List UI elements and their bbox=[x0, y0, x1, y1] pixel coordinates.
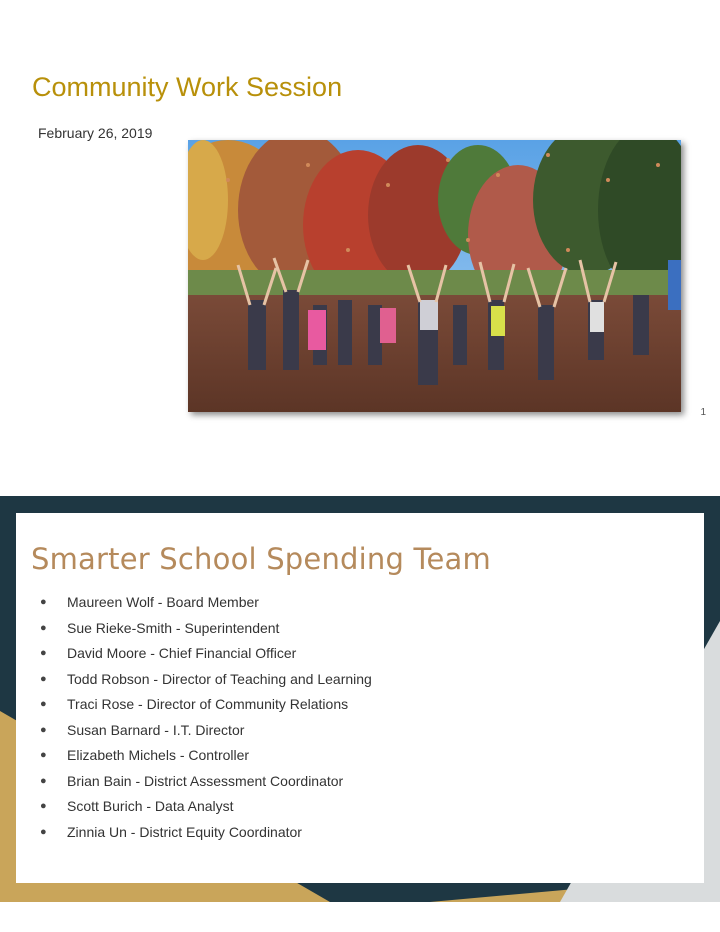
bullet-icon: ● bbox=[40, 596, 47, 608]
bullet-icon: ● bbox=[40, 774, 47, 787]
list-item: ● Elizabeth Michels - Controller bbox=[40, 747, 250, 763]
slide-title: Community Work Session bbox=[32, 72, 343, 102]
list-item: ● Sue Rieke-Smith - Superintendent bbox=[40, 619, 280, 636]
list-item: ● Susan Barnard - I.T. Director bbox=[40, 721, 245, 738]
team-title: Smarter School Spending Team bbox=[31, 542, 491, 576]
children-throwing-leaves-photo bbox=[188, 140, 681, 412]
bullet-icon: ● bbox=[40, 698, 47, 710]
bullet-icon: ● bbox=[40, 800, 47, 812]
bullet-icon: ● bbox=[40, 647, 47, 659]
list-item: ● Scott Burich - Data Analyst bbox=[40, 798, 234, 814]
bullet-icon: ● bbox=[40, 672, 47, 685]
team-member-list bbox=[40, 593, 372, 848]
slide-date: February 26, 2019 bbox=[38, 125, 153, 141]
bullet-icon: ● bbox=[40, 723, 47, 736]
bullet-icon: ● bbox=[40, 621, 47, 634]
slide-1 bbox=[0, 0, 720, 440]
page-number: 1 bbox=[700, 407, 706, 418]
list-item: ● Zinnia Un - District Equity Coordinator bbox=[40, 823, 302, 840]
bullet-icon: ● bbox=[40, 825, 47, 838]
list-item: ● Todd Robson - Director of Teaching and Learning bbox=[40, 670, 372, 687]
list-item: ● Traci Rose - Director of Community Relations bbox=[40, 696, 349, 712]
list-item: ● Maureen Wolf - Board Member bbox=[40, 594, 259, 610]
list-item: ● David Moore - Chief Financial Officer bbox=[40, 645, 297, 661]
list-item: ● Brian Bain - District Assessment Coordinator bbox=[40, 772, 344, 789]
bullet-icon: ● bbox=[40, 749, 47, 761]
